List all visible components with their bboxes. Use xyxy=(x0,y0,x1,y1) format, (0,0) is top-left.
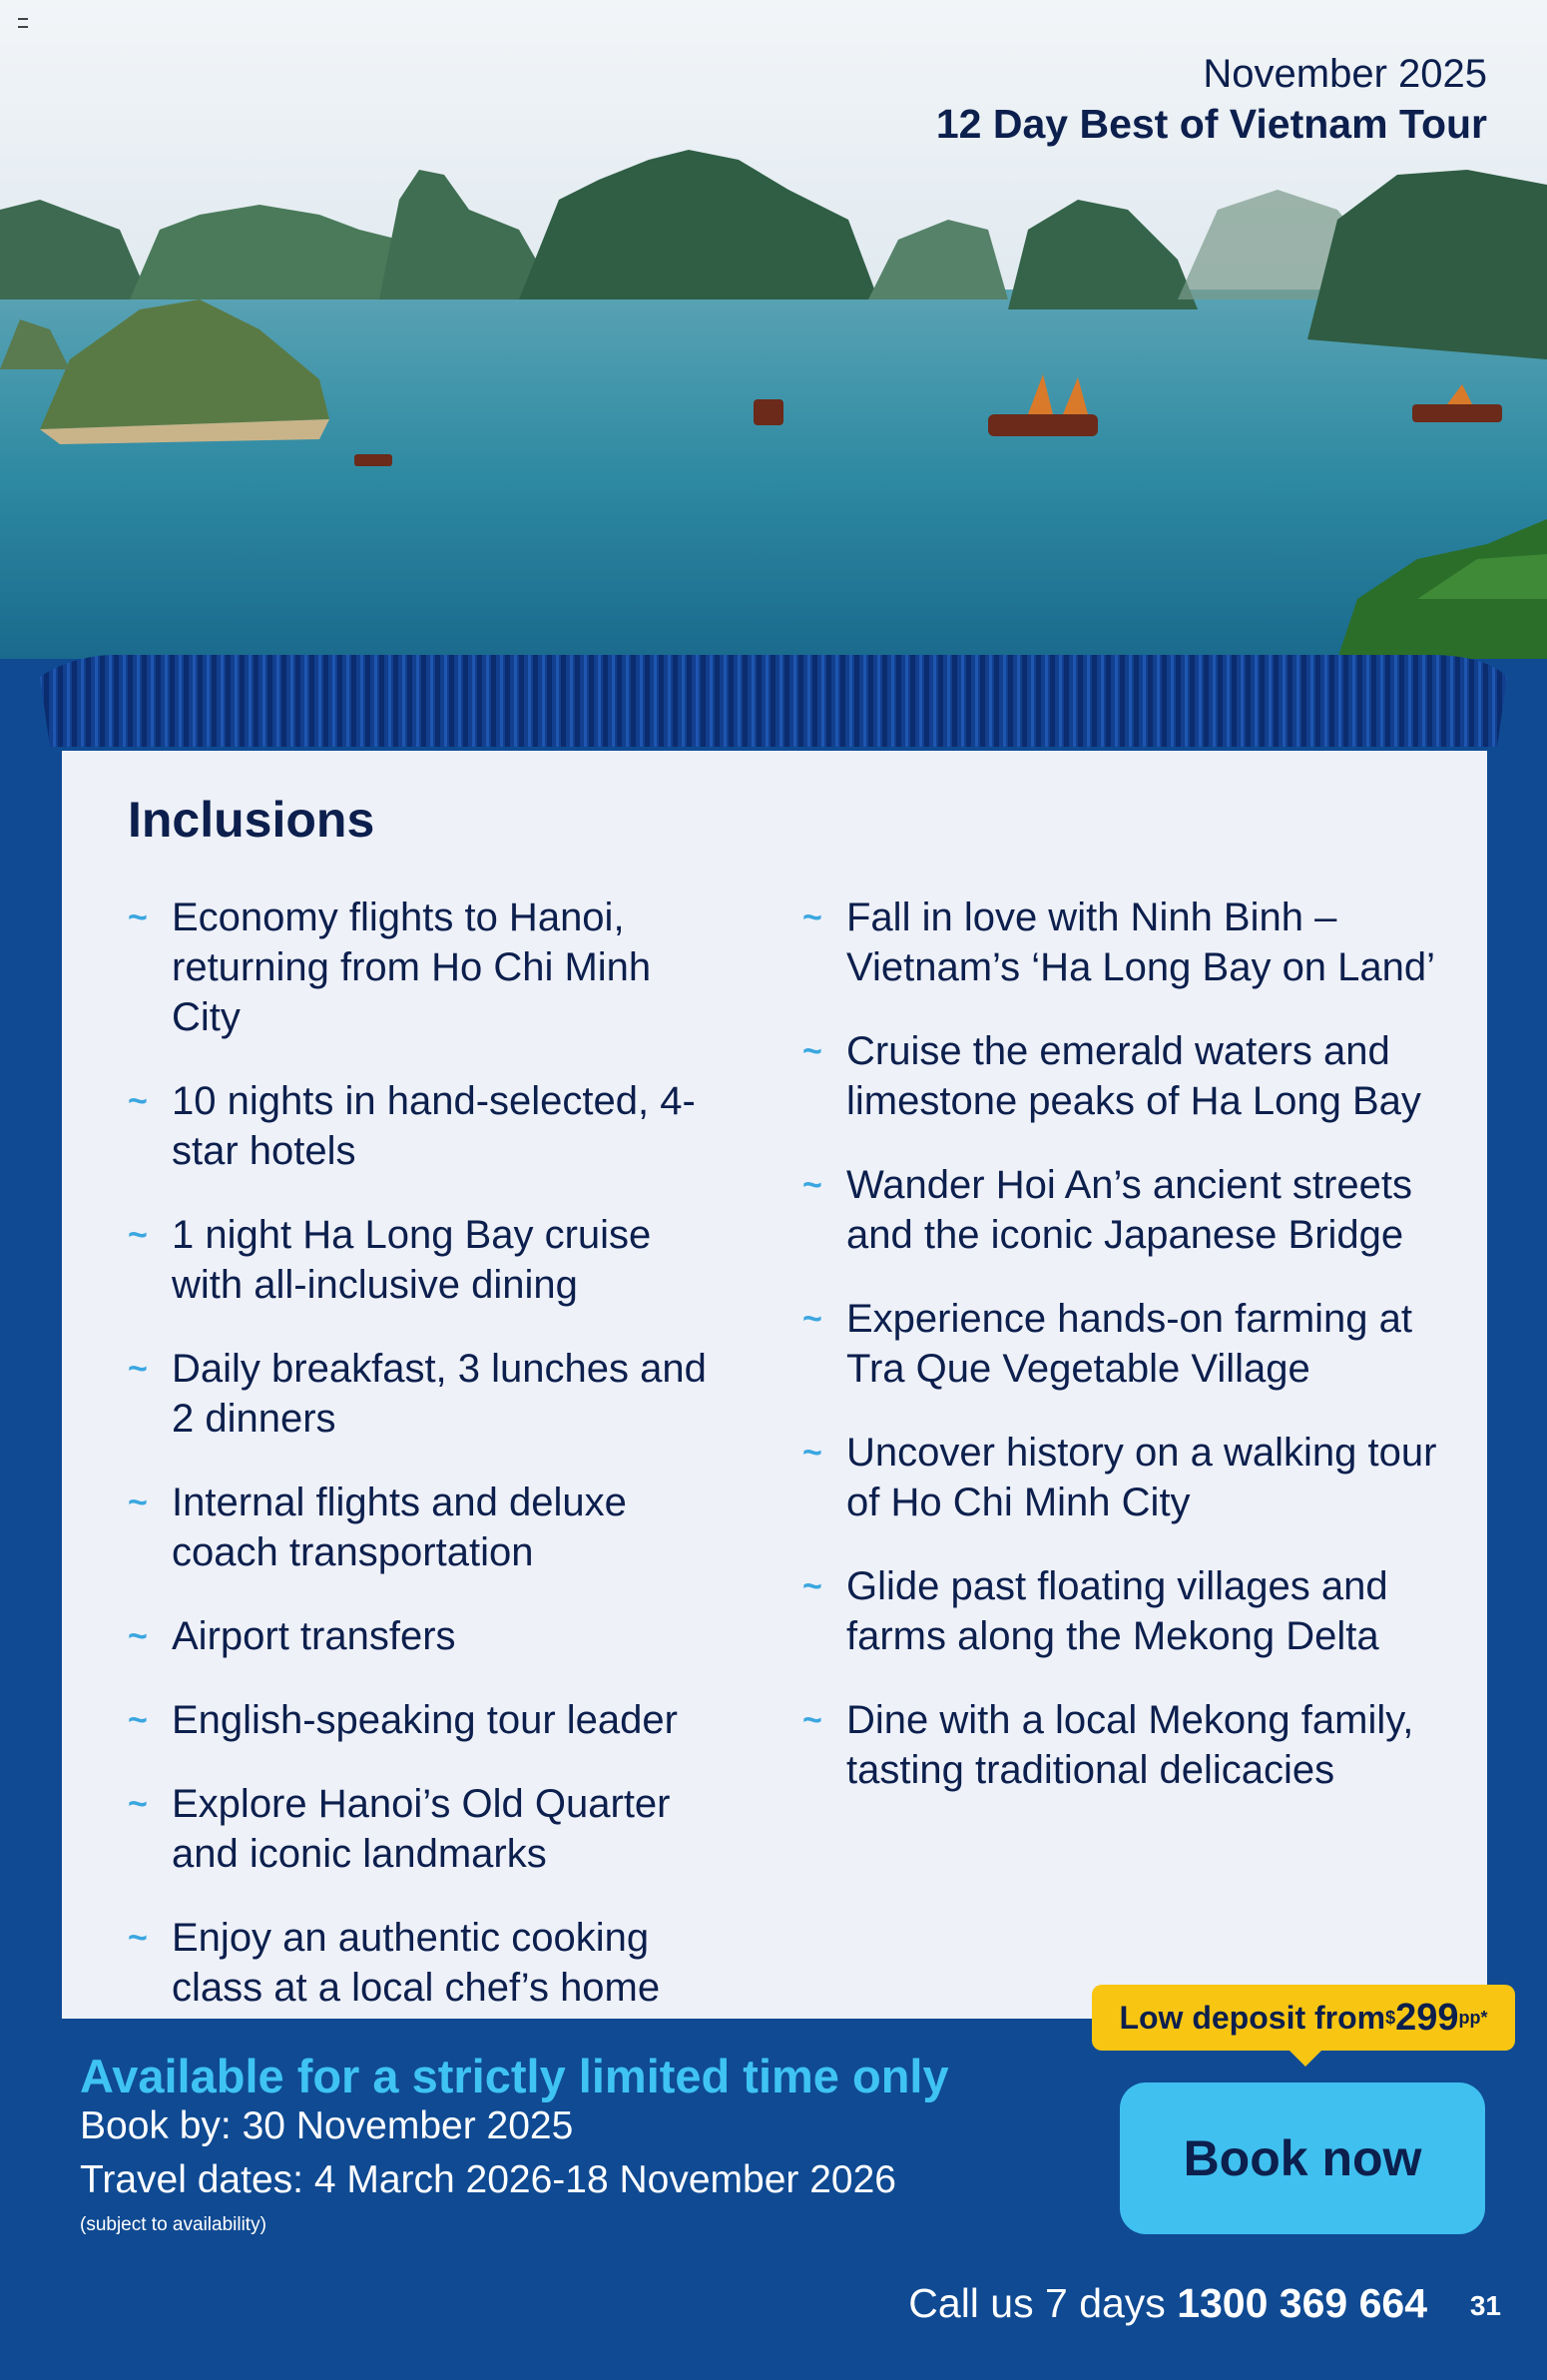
call-label: Call us 7 days xyxy=(908,2280,1178,2326)
list-item: ~ 10 nights in hand-selected, 4-star hotels xyxy=(128,1076,727,1176)
tour-title: 12 Day Best of Vietnam Tour xyxy=(935,101,1487,147)
call-us xyxy=(908,2280,1427,2327)
tilde-bullet-icon: ~ xyxy=(128,1216,148,1254)
availability-note: (subject to availability) xyxy=(80,2214,266,2235)
header xyxy=(936,50,1487,150)
inclusions-heading: Inclusions xyxy=(128,792,375,848)
tilde-bullet-icon: ~ xyxy=(128,1350,148,1388)
list-item: ~ Uncover history on a walking tour of Ho Chi Minh City xyxy=(802,1428,1451,1527)
list-item: ~ Fall in love with Ninh Binh – Vietnam’s ‘Ha Long Bay on Land’ xyxy=(802,892,1451,992)
deposit-amount: 299 xyxy=(1395,1996,1459,2039)
tilde-bullet-icon: ~ xyxy=(802,1300,822,1338)
tilde-bullet-icon: ~ xyxy=(802,1434,822,1472)
header-date: November 2025 xyxy=(1203,52,1487,96)
list-item: ~ Dine with a local Mekong family, tasting traditional delicacies xyxy=(802,1695,1451,1795)
phone-number[interactable]: 1300 369 664 xyxy=(1177,2280,1427,2326)
deposit-label: Low deposit from xyxy=(1119,1999,1386,2036)
limited-time-headline: Available for a strictly limited time only xyxy=(80,2050,949,2102)
deposit-badge xyxy=(1092,1985,1515,2051)
list-item: ~ Experience hands-on farming at Tra Que Vegetable Village xyxy=(802,1294,1451,1394)
inclusions-panel xyxy=(62,751,1487,2019)
tilde-bullet-icon: ~ xyxy=(802,1166,822,1204)
tilde-bullet-icon: ~ xyxy=(802,1701,822,1739)
list-item: ~ Internal flights and deluxe coach transportation xyxy=(128,1478,727,1577)
book-now-button[interactable]: Book now xyxy=(1120,2082,1485,2234)
inclusions-list-right xyxy=(802,892,1451,1829)
tilde-bullet-icon: ~ xyxy=(802,1567,822,1605)
tilde-bullet-icon: ~ xyxy=(128,1484,148,1521)
tilde-bullet-icon: ~ xyxy=(128,1701,148,1739)
list-item: ~ Glide past floating villages and farms along the Mekong Delta xyxy=(802,1561,1451,1661)
deposit-currency: $ xyxy=(1385,2007,1396,2028)
page-number: 31 xyxy=(1469,2290,1501,2321)
menu-icon[interactable] xyxy=(18,18,28,28)
tilde-bullet-icon: ~ xyxy=(128,1082,148,1120)
list-item: ~ Daily breakfast, 3 lunches and 2 dinners xyxy=(128,1344,727,1444)
list-item: ~ Cruise the emerald waters and limestone peaks of Ha Long Bay xyxy=(802,1026,1451,1126)
list-item: ~ English-speaking tour leader xyxy=(128,1695,727,1745)
deposit-badge-pointer xyxy=(1288,2049,1323,2067)
list-item: ~ Airport transfers xyxy=(128,1611,727,1661)
tilde-bullet-icon: ~ xyxy=(128,1617,148,1655)
tilde-bullet-icon: ~ xyxy=(802,898,822,936)
tilde-bullet-icon: ~ xyxy=(128,1785,148,1823)
curtain-valance-decoration xyxy=(30,637,1517,757)
inclusions-list-left xyxy=(128,892,727,2047)
deposit-suffix: pp* xyxy=(1458,2007,1488,2028)
tilde-bullet-icon: ~ xyxy=(802,1032,822,1070)
list-item: ~ Economy flights to Hanoi, returning from Ho Chi Minh City xyxy=(128,892,727,1042)
list-item: ~ Enjoy an authentic cooking class at a local chef’s home xyxy=(128,1913,727,2013)
list-item: ~ 1 night Ha Long Bay cruise with all-inclusive dining xyxy=(128,1210,727,1310)
tilde-bullet-icon: ~ xyxy=(128,898,148,936)
list-item: ~ Wander Hoi An’s ancient streets and the iconic Japanese Bridge xyxy=(802,1160,1451,1260)
travel-dates: Travel dates: 4 March 2026-18 November 2026 xyxy=(80,2158,896,2201)
tilde-bullet-icon: ~ xyxy=(128,1919,148,1957)
list-item: ~ Explore Hanoi’s Old Quarter and iconic landmarks xyxy=(128,1779,727,1879)
book-by-date: Book by: 30 November 2025 xyxy=(80,2104,574,2147)
offer-section xyxy=(0,1996,1547,2380)
